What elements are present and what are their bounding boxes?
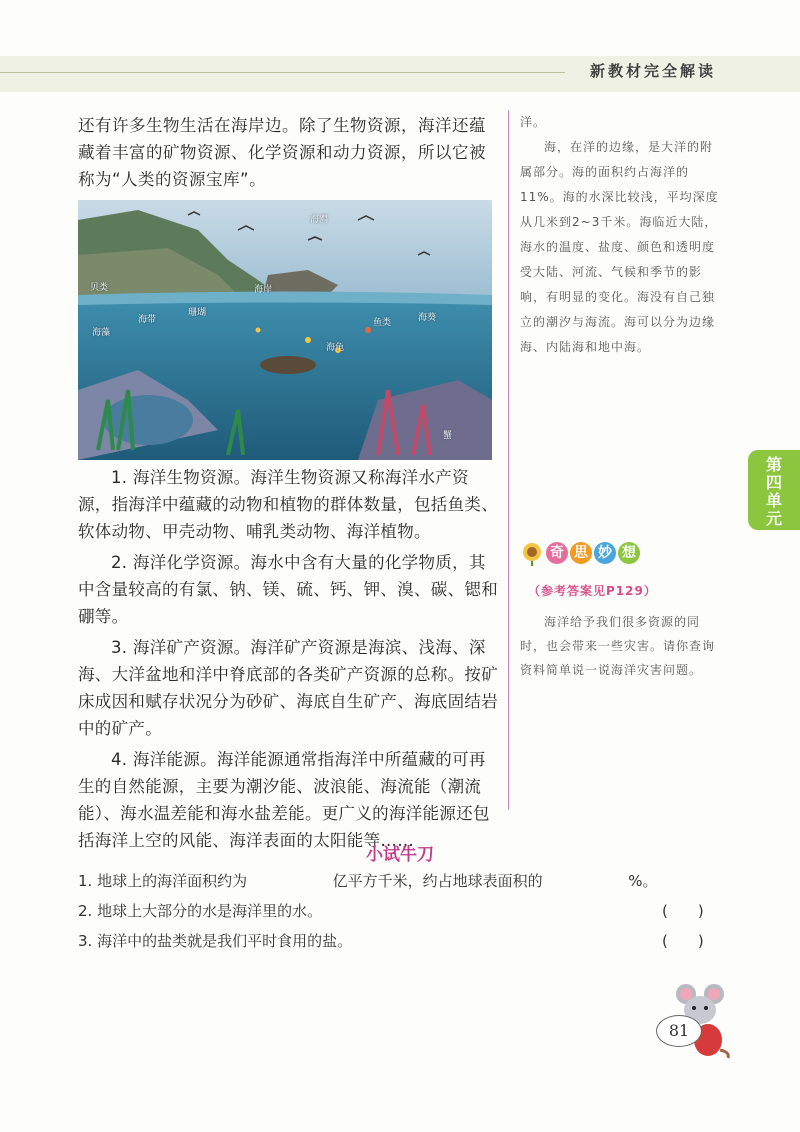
ocean-illustration xyxy=(78,200,492,460)
label-shell: 贝类 xyxy=(90,283,109,293)
q1-text-b: 亿平方千米，约占地球表面积的 xyxy=(332,872,543,890)
think-title-char: 思 xyxy=(570,542,592,564)
sidebar-sea-note: 海，在洋的边缘，是大洋的附属部分。海的面积约占海洋的11%。海的水深比较浅，平均深度从几米到2~3千米。海临近大陆，海水的温度、盐度、颜色和透明度受大陆、河流、气候和季节的影响，有明显的变化。海没有自己独立的潮汐与海流。海可以分为边缘海、内陆海和地中海。 xyxy=(520,140,719,354)
unit-tab-char: 四 xyxy=(765,473,782,492)
list-item: 4. 海洋能源。海洋能源通常指海洋中所蕴藏的可再生的自然能源，主要为潮汐能、波浪能、海流能（潮流能）、海水温差能和海水盐差能。更广义的海洋能源还包括海洋上空的风能、海洋表面的太阳能等…… xyxy=(78,750,490,850)
sunflower-icon xyxy=(520,542,544,566)
label-coral: 珊瑚 xyxy=(188,308,207,318)
intro-paragraph: 还有许多生物生活在海岸边。除了生物资源，海洋还蕴藏着丰富的矿物资源、化学资源和动力资源，所以它被称为“人类的资源宝库”。 xyxy=(78,116,486,189)
resource-list xyxy=(78,464,498,858)
quiz-question-1 xyxy=(78,870,658,891)
quiz-question-3: 3. 海洋中的盐类就是我们平时食用的盐。 xyxy=(78,932,353,950)
ocean-resources-photo xyxy=(78,200,492,460)
list-item: 1. 海洋生物资源。海洋生物资源又称海洋水产资源，指海洋中蕴藏的动物和植物的群体数量，包括鱼类、软体动物、甲壳动物、哺乳类动物、海洋植物。 xyxy=(78,468,498,541)
q2-answer-parens[interactable]: ( ) xyxy=(662,902,704,920)
think-title-char: 妙 xyxy=(594,542,616,564)
quiz-title: 小试牛刀 xyxy=(366,845,434,865)
quiz-question-2: 2. 地球上大部分的水是海洋里的水。 xyxy=(78,902,323,920)
unit-tab-char: 单 xyxy=(765,491,782,510)
label-turtle: 海龟 xyxy=(326,343,345,353)
think-title-char: 奇 xyxy=(546,542,568,564)
unit-tab-char: 第 xyxy=(765,455,782,474)
q3-answer-parens[interactable]: ( ) xyxy=(662,932,704,950)
label-shore: 海岸 xyxy=(254,285,273,295)
unit-tab xyxy=(748,450,800,530)
think-title-char: 想 xyxy=(618,542,640,564)
q1-text-c: %。 xyxy=(628,872,658,890)
think-title xyxy=(546,542,640,564)
q1-text-a: 1. 地球上的海洋面积约为 xyxy=(78,872,248,890)
label-kelp: 海藻 xyxy=(92,328,111,338)
think-question: 海洋给予我们很多资源的同时，也会带来一些灾害。请你查询资料简单说一说海洋灾害问题。 xyxy=(520,615,716,677)
list-item: 3. 海洋矿产资源。海洋矿产资源是海滨、浅海、深海、大洋盆地和洋中脊底部的各类矿产资源的总称。按矿床成因和赋存状况分为砂矿、海底自生矿产、海底固结岩中的矿产。 xyxy=(78,638,498,738)
column-divider xyxy=(508,110,509,810)
label-fish: 鱼类 xyxy=(373,318,392,328)
header-title: 新教材完全解读 xyxy=(590,62,717,80)
sidebar-note xyxy=(520,110,720,360)
label-seaweed: 海带 xyxy=(138,315,157,325)
label-crab: 蟹 xyxy=(443,431,453,441)
list-item: 2. 海洋化学资源。海水中含有大量的化学物质，其中含量较高的有氯、钠、镁、硫、钙、钾、溴、碳、锶和硼等。 xyxy=(78,553,498,626)
label-anemone: 海葵 xyxy=(418,313,437,323)
answer-reference: （参考答案见P129） xyxy=(528,584,657,598)
header-rule xyxy=(0,72,565,73)
unit-tab-char: 元 xyxy=(765,509,782,528)
label-gull: 海鸥 xyxy=(310,215,329,225)
main-text xyxy=(78,112,498,193)
page-number: 81 xyxy=(656,1015,702,1047)
sidebar-continuation: 洋。 xyxy=(520,115,547,129)
